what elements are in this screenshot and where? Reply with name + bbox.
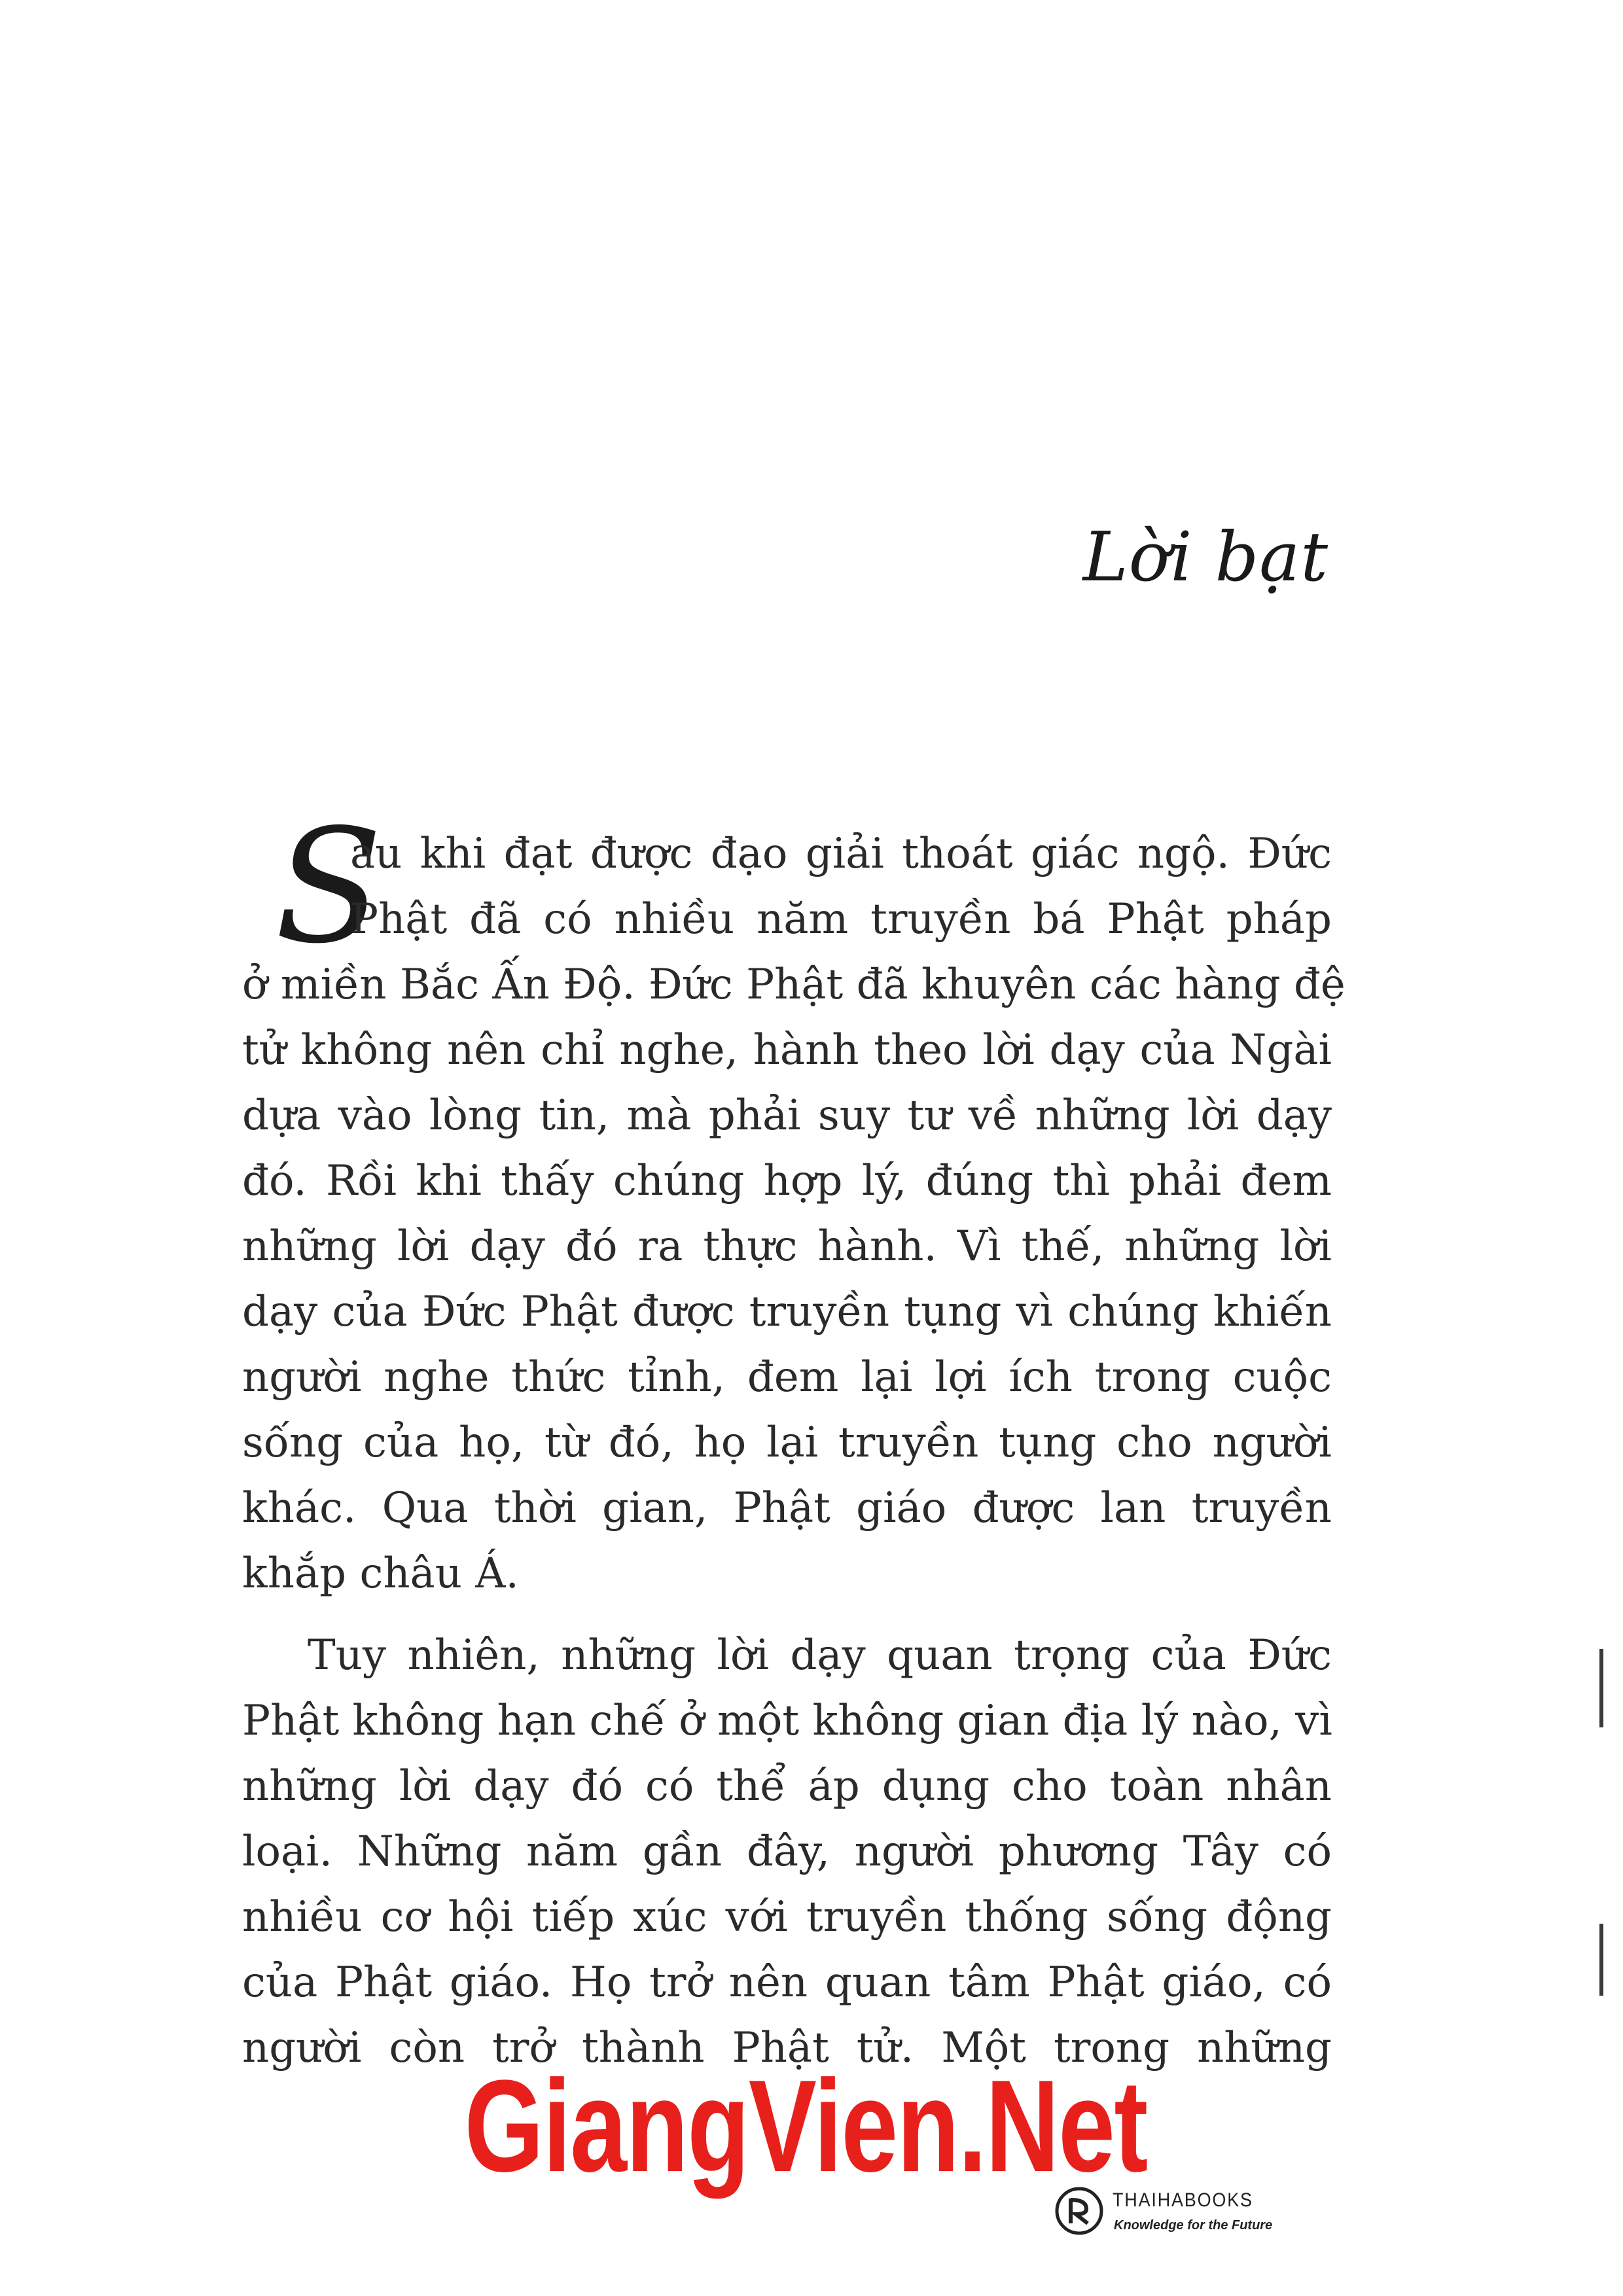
publisher-emblem-icon: [1054, 2185, 1105, 2236]
text-line: đó. Rồi khi thấy chúng hợp lý, đúng thì phải đem: [242, 1157, 1332, 1205]
scan-edge-mark: [1599, 1924, 1603, 1996]
text-line: tử không nên chỉ nghe, hành theo lời dạy của Ngài: [242, 1026, 1332, 1074]
text-line: au khi đạt được đạo giải thoát giác ngộ. Đức: [350, 830, 1332, 878]
text-line: sống của họ, từ đó, họ lại truyền tụng cho người: [242, 1419, 1332, 1467]
text-line: những lời dạy đó ra thực hành. Vì thế, những lời: [242, 1222, 1332, 1271]
publisher-name: THAIHABOOKS: [1113, 2189, 1253, 2211]
text-line: loại. Những năm gần đây, người phương Tây có: [242, 1828, 1332, 1876]
text-line: những lời dạy đó có thể áp dụng cho toàn nhân: [242, 1762, 1332, 1810]
text-line: Tuy nhiên, những lời dạy quan trọng của Đức: [308, 1631, 1332, 1680]
text-line: nhiều cơ hội tiếp xúc với truyền thống sống động: [242, 1893, 1332, 1941]
text-line: khác. Qua thời gian, Phật giáo được lan truyền: [242, 1484, 1332, 1532]
watermark-text: GiangVien.Net: [464, 2053, 1147, 2199]
paragraph-1: [242, 821, 1346, 1606]
text-line: người nghe thức tỉnh, đem lại lợi ích trong cuộc: [242, 1353, 1332, 1402]
text-line: người còn trở thành Phật tử. Một trong những: [242, 2024, 1332, 2072]
paragraph-2: [242, 1623, 1332, 2081]
text-line: của Phật giáo. Họ trở nên quan tâm Phật giáo, có: [242, 1958, 1332, 2007]
text-line: ở miền Bắc Ấn Độ. Đức Phật đã khuyên các hàng đệ: [242, 961, 1346, 1009]
text-line: khắp châu Á.: [242, 1549, 519, 1598]
publisher-logo: [1054, 2185, 1342, 2244]
publisher-tagline: Knowledge for the Future: [1114, 2218, 1273, 2233]
text-line: dựa vào lòng tin, mà phải suy tư về những lời dạy: [242, 1091, 1332, 1140]
drop-cap: S: [275, 795, 383, 978]
text-line: dạy của Đức Phật được truyền tụng vì chúng khiến: [242, 1288, 1332, 1336]
text-line: Phật không hạn chế ở một không gian địa lý nào, vì: [242, 1697, 1332, 1745]
text-line: Phật đã có nhiều năm truyền bá Phật pháp: [350, 895, 1332, 944]
chapter-title: Lời bạt: [1082, 517, 1329, 597]
scan-edge-mark: [1599, 1649, 1603, 1727]
